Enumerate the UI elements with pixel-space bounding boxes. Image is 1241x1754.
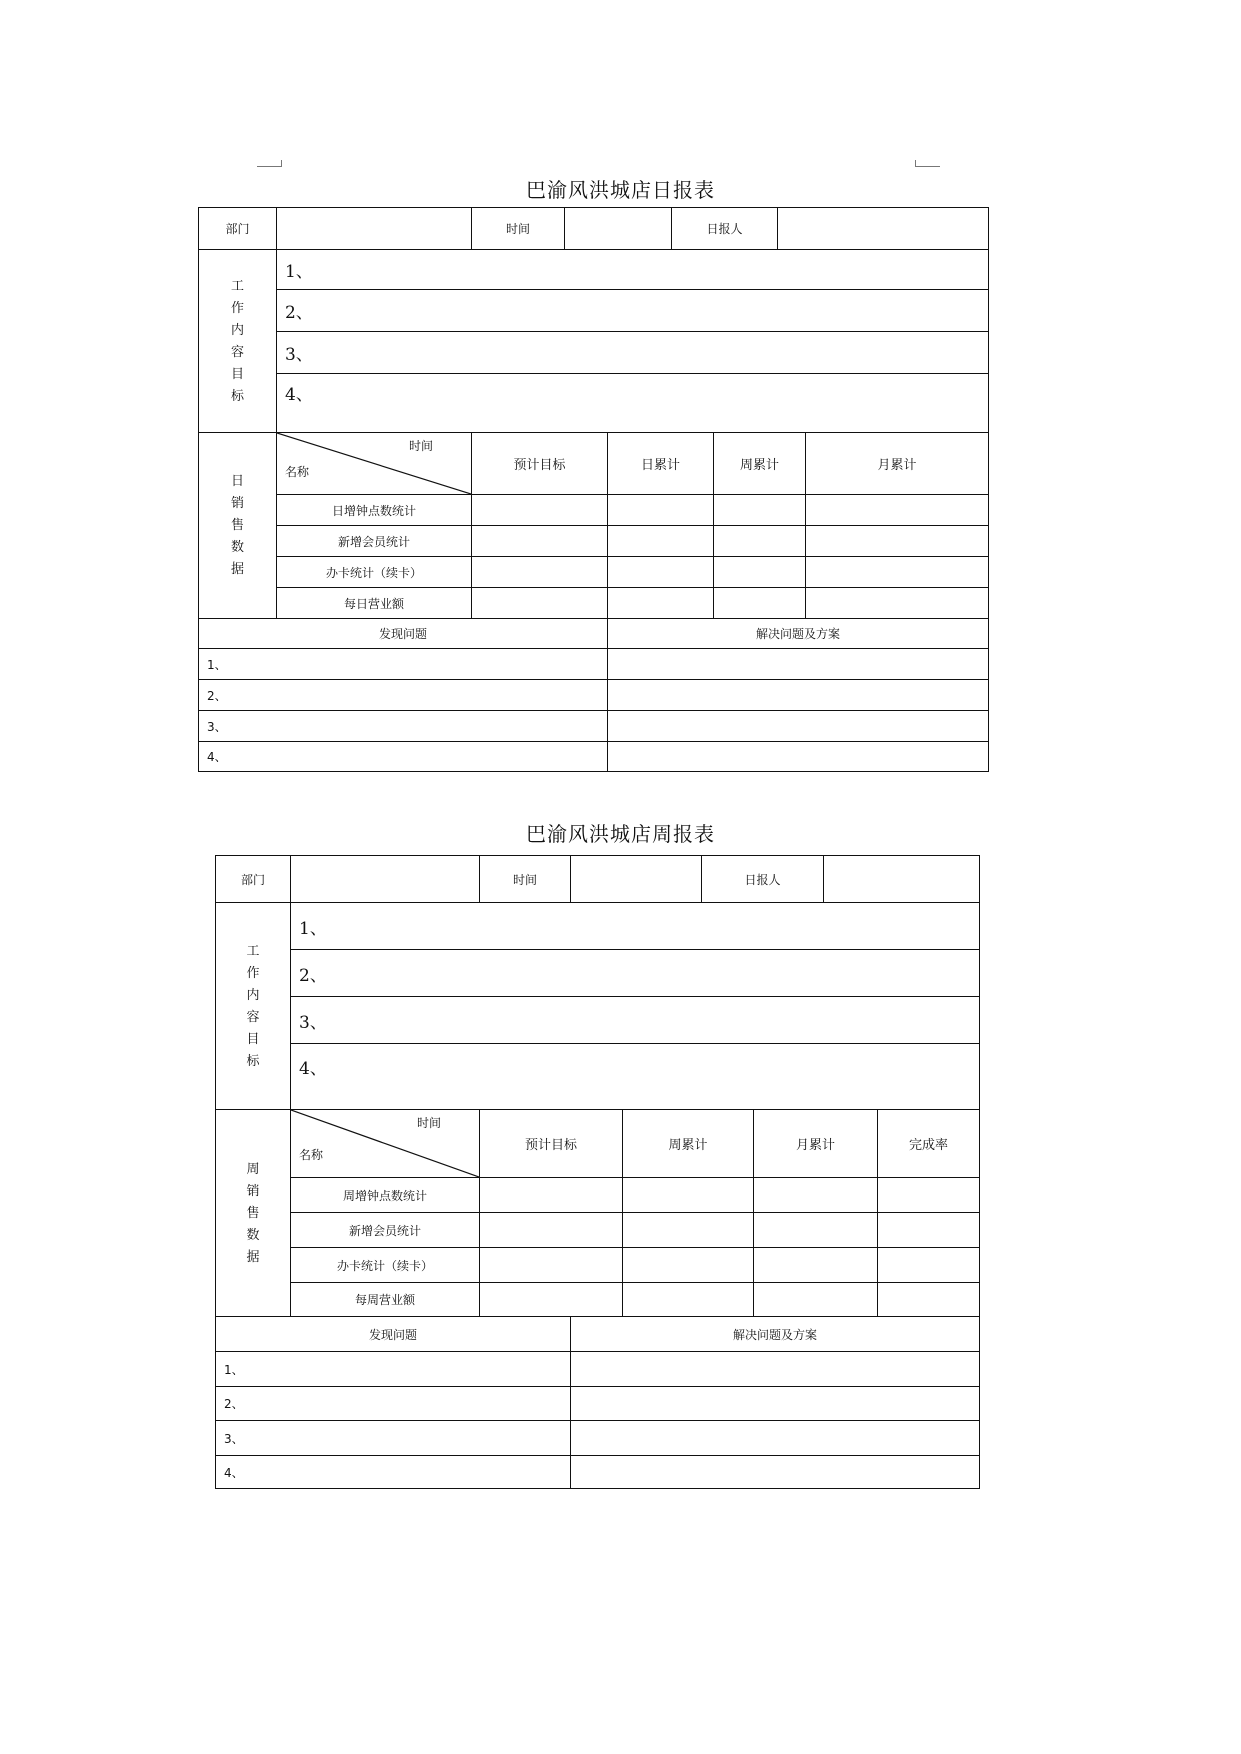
dept-value[interactable] <box>277 208 472 250</box>
problem-item[interactable]: 2、 <box>216 1387 571 1421</box>
data-cell[interactable] <box>714 557 806 588</box>
data-cell[interactable] <box>608 495 714 526</box>
problems-header-row <box>216 1317 980 1352</box>
diag-time-label: 时间 <box>408 439 433 453</box>
work-item[interactable]: 1、 <box>277 250 989 290</box>
row-label: 每周营业额 <box>291 1283 480 1317</box>
sales-label-char: 售 <box>230 518 244 533</box>
crop-mark-right <box>915 160 940 167</box>
work-label-char: 标 <box>246 1053 260 1069</box>
col-header: 预计目标 <box>480 1110 623 1178</box>
daily-header-row <box>199 208 989 250</box>
problem-item[interactable]: 4、 <box>199 742 608 772</box>
work-row <box>216 1044 980 1110</box>
sales-label-char: 数 <box>246 1227 260 1243</box>
data-cell[interactable] <box>472 557 608 588</box>
problems-header: 发现问题 <box>199 619 608 649</box>
work-content-label <box>199 250 277 433</box>
reporter-label: 日报人 <box>702 856 824 903</box>
row-label: 周增钟点数统计 <box>291 1178 480 1213</box>
data-cell[interactable] <box>472 588 608 619</box>
problem-row <box>199 680 989 711</box>
sales-row <box>199 557 989 588</box>
work-label-char: 容 <box>246 1009 260 1025</box>
data-cell[interactable] <box>878 1213 980 1248</box>
col-header: 月累计 <box>806 433 989 495</box>
solution-cell[interactable] <box>571 1387 980 1421</box>
work-row <box>199 374 989 433</box>
diagonal-header-cell <box>277 433 472 495</box>
work-label-char: 目 <box>246 1031 260 1047</box>
data-cell[interactable] <box>714 495 806 526</box>
work-label-char: 内 <box>246 987 260 1003</box>
work-label-char: 目 <box>230 366 244 382</box>
row-label: 新增会员统计 <box>277 526 472 557</box>
work-row <box>199 332 989 374</box>
data-cell[interactable] <box>623 1283 754 1317</box>
row-label: 日增钟点数统计 <box>277 495 472 526</box>
solution-cell[interactable] <box>608 742 989 772</box>
data-cell[interactable] <box>623 1248 754 1283</box>
data-cell[interactable] <box>480 1178 623 1213</box>
daily-report-title: 巴渝风洪城店日报表 <box>526 178 715 202</box>
data-cell[interactable] <box>480 1248 623 1283</box>
work-item[interactable]: 1、 <box>291 903 980 950</box>
sales-header-row <box>216 1110 980 1178</box>
col-header: 月累计 <box>754 1110 878 1178</box>
col-header: 周累计 <box>714 433 806 495</box>
sales-label-char: 售 <box>246 1205 260 1221</box>
sales-label-char: 数 <box>230 540 244 555</box>
daily-report-table <box>198 207 989 772</box>
data-cell[interactable] <box>806 557 989 588</box>
problem-row <box>216 1421 980 1456</box>
data-cell[interactable] <box>472 526 608 557</box>
problem-item[interactable]: 3、 <box>199 711 608 742</box>
problem-row <box>199 649 989 680</box>
data-cell[interactable] <box>608 588 714 619</box>
sales-header-row <box>199 433 989 495</box>
work-label-char: 容 <box>230 344 244 360</box>
sales-label-char: 据 <box>230 562 244 577</box>
solutions-header: 解决问题及方案 <box>571 1317 980 1352</box>
diag-name-label: 名称 <box>299 1148 324 1162</box>
weekly-report-title: 巴渝风洪城店周报表 <box>526 822 715 846</box>
data-cell[interactable] <box>472 495 608 526</box>
problem-item[interactable]: 2、 <box>199 680 608 711</box>
problem-row <box>216 1387 980 1421</box>
sales-row <box>199 588 989 619</box>
reporter-label: 日报人 <box>672 208 778 250</box>
row-label: 办卡统计（续卡） <box>277 557 472 588</box>
reporter-value[interactable] <box>778 208 989 250</box>
time-value[interactable] <box>571 856 702 903</box>
data-cell[interactable] <box>608 557 714 588</box>
work-item[interactable]: 2、 <box>291 950 980 997</box>
diag-time-label: 时间 <box>416 1116 441 1130</box>
solutions-header: 解决问题及方案 <box>608 619 989 649</box>
data-cell[interactable] <box>878 1248 980 1283</box>
time-label: 时间 <box>480 856 571 903</box>
weekly-header-row <box>216 856 980 903</box>
data-cell[interactable] <box>480 1213 623 1248</box>
work-row <box>216 997 980 1044</box>
sales-label-char: 周 <box>246 1161 260 1177</box>
work-content-label <box>216 903 291 1110</box>
work-row <box>199 290 989 332</box>
col-header: 周累计 <box>623 1110 754 1178</box>
work-item[interactable]: 3、 <box>277 332 989 374</box>
sales-row <box>216 1283 980 1317</box>
work-label-char: 工 <box>246 943 260 959</box>
weekly-report-table <box>215 855 980 1489</box>
sales-row <box>216 1248 980 1283</box>
data-cell[interactable] <box>806 588 989 619</box>
solution-cell[interactable] <box>608 649 989 680</box>
work-label-char: 工 <box>230 278 244 294</box>
work-row <box>216 950 980 997</box>
work-item[interactable]: 2、 <box>277 290 989 332</box>
work-label-char: 作 <box>230 300 244 316</box>
reporter-value[interactable] <box>824 856 980 903</box>
diag-name-label: 名称 <box>285 465 310 479</box>
work-item[interactable]: 4、 <box>277 374 989 433</box>
sales-data-label <box>199 433 277 619</box>
problem-item[interactable]: 1、 <box>199 649 608 680</box>
problem-row <box>216 1456 980 1489</box>
work-row <box>199 250 989 290</box>
row-label: 新增会员统计 <box>291 1213 480 1248</box>
data-cell[interactable] <box>754 1248 878 1283</box>
data-cell[interactable] <box>878 1283 980 1317</box>
data-cell[interactable] <box>608 526 714 557</box>
sales-label-char: 销 <box>230 496 244 511</box>
diagonal-header-cell <box>291 1110 480 1178</box>
dept-value[interactable] <box>291 856 480 903</box>
col-header: 预计目标 <box>472 433 608 495</box>
data-cell[interactable] <box>623 1213 754 1248</box>
sales-row <box>199 495 989 526</box>
solution-cell[interactable] <box>571 1352 980 1387</box>
problem-item[interactable]: 1、 <box>216 1352 571 1387</box>
solution-cell[interactable] <box>571 1456 980 1489</box>
sales-label-char: 销 <box>246 1183 260 1199</box>
work-label-char: 内 <box>230 322 244 338</box>
sales-row <box>216 1178 980 1213</box>
sales-label-char: 日 <box>230 474 244 489</box>
col-header: 日累计 <box>608 433 714 495</box>
problem-item[interactable]: 4、 <box>216 1456 571 1489</box>
work-item[interactable]: 3、 <box>291 997 980 1044</box>
data-cell[interactable] <box>754 1178 878 1213</box>
sales-data-label <box>216 1110 291 1317</box>
data-cell[interactable] <box>623 1178 754 1213</box>
col-header: 完成率 <box>878 1110 980 1178</box>
problems-header: 发现问题 <box>216 1317 571 1352</box>
work-label-char: 标 <box>230 388 244 404</box>
sales-row <box>216 1213 980 1248</box>
problems-header-row <box>199 619 989 649</box>
solution-cell[interactable] <box>608 711 989 742</box>
solution-cell[interactable] <box>608 680 989 711</box>
dept-label: 部门 <box>216 856 291 903</box>
work-item[interactable]: 4、 <box>291 1044 980 1110</box>
work-row <box>216 903 980 950</box>
diagonal-line <box>291 1110 479 1177</box>
solution-cell[interactable] <box>571 1421 980 1456</box>
sales-row <box>199 526 989 557</box>
data-cell[interactable] <box>878 1178 980 1213</box>
data-cell[interactable] <box>714 588 806 619</box>
dept-label: 部门 <box>199 208 277 250</box>
time-value[interactable] <box>565 208 672 250</box>
problem-row <box>199 711 989 742</box>
time-label: 时间 <box>472 208 565 250</box>
data-cell[interactable] <box>806 526 989 557</box>
row-label: 办卡统计（续卡） <box>291 1248 480 1283</box>
data-cell[interactable] <box>714 526 806 557</box>
data-cell[interactable] <box>754 1283 878 1317</box>
data-cell[interactable] <box>480 1283 623 1317</box>
row-label: 每日营业额 <box>277 588 472 619</box>
problem-item[interactable]: 3、 <box>216 1421 571 1456</box>
problem-row <box>216 1352 980 1387</box>
crop-mark-left <box>257 160 282 167</box>
data-cell[interactable] <box>754 1213 878 1248</box>
sales-label-char: 据 <box>246 1249 260 1265</box>
data-cell[interactable] <box>806 495 989 526</box>
problem-row <box>199 742 989 772</box>
work-label-char: 作 <box>246 965 260 981</box>
